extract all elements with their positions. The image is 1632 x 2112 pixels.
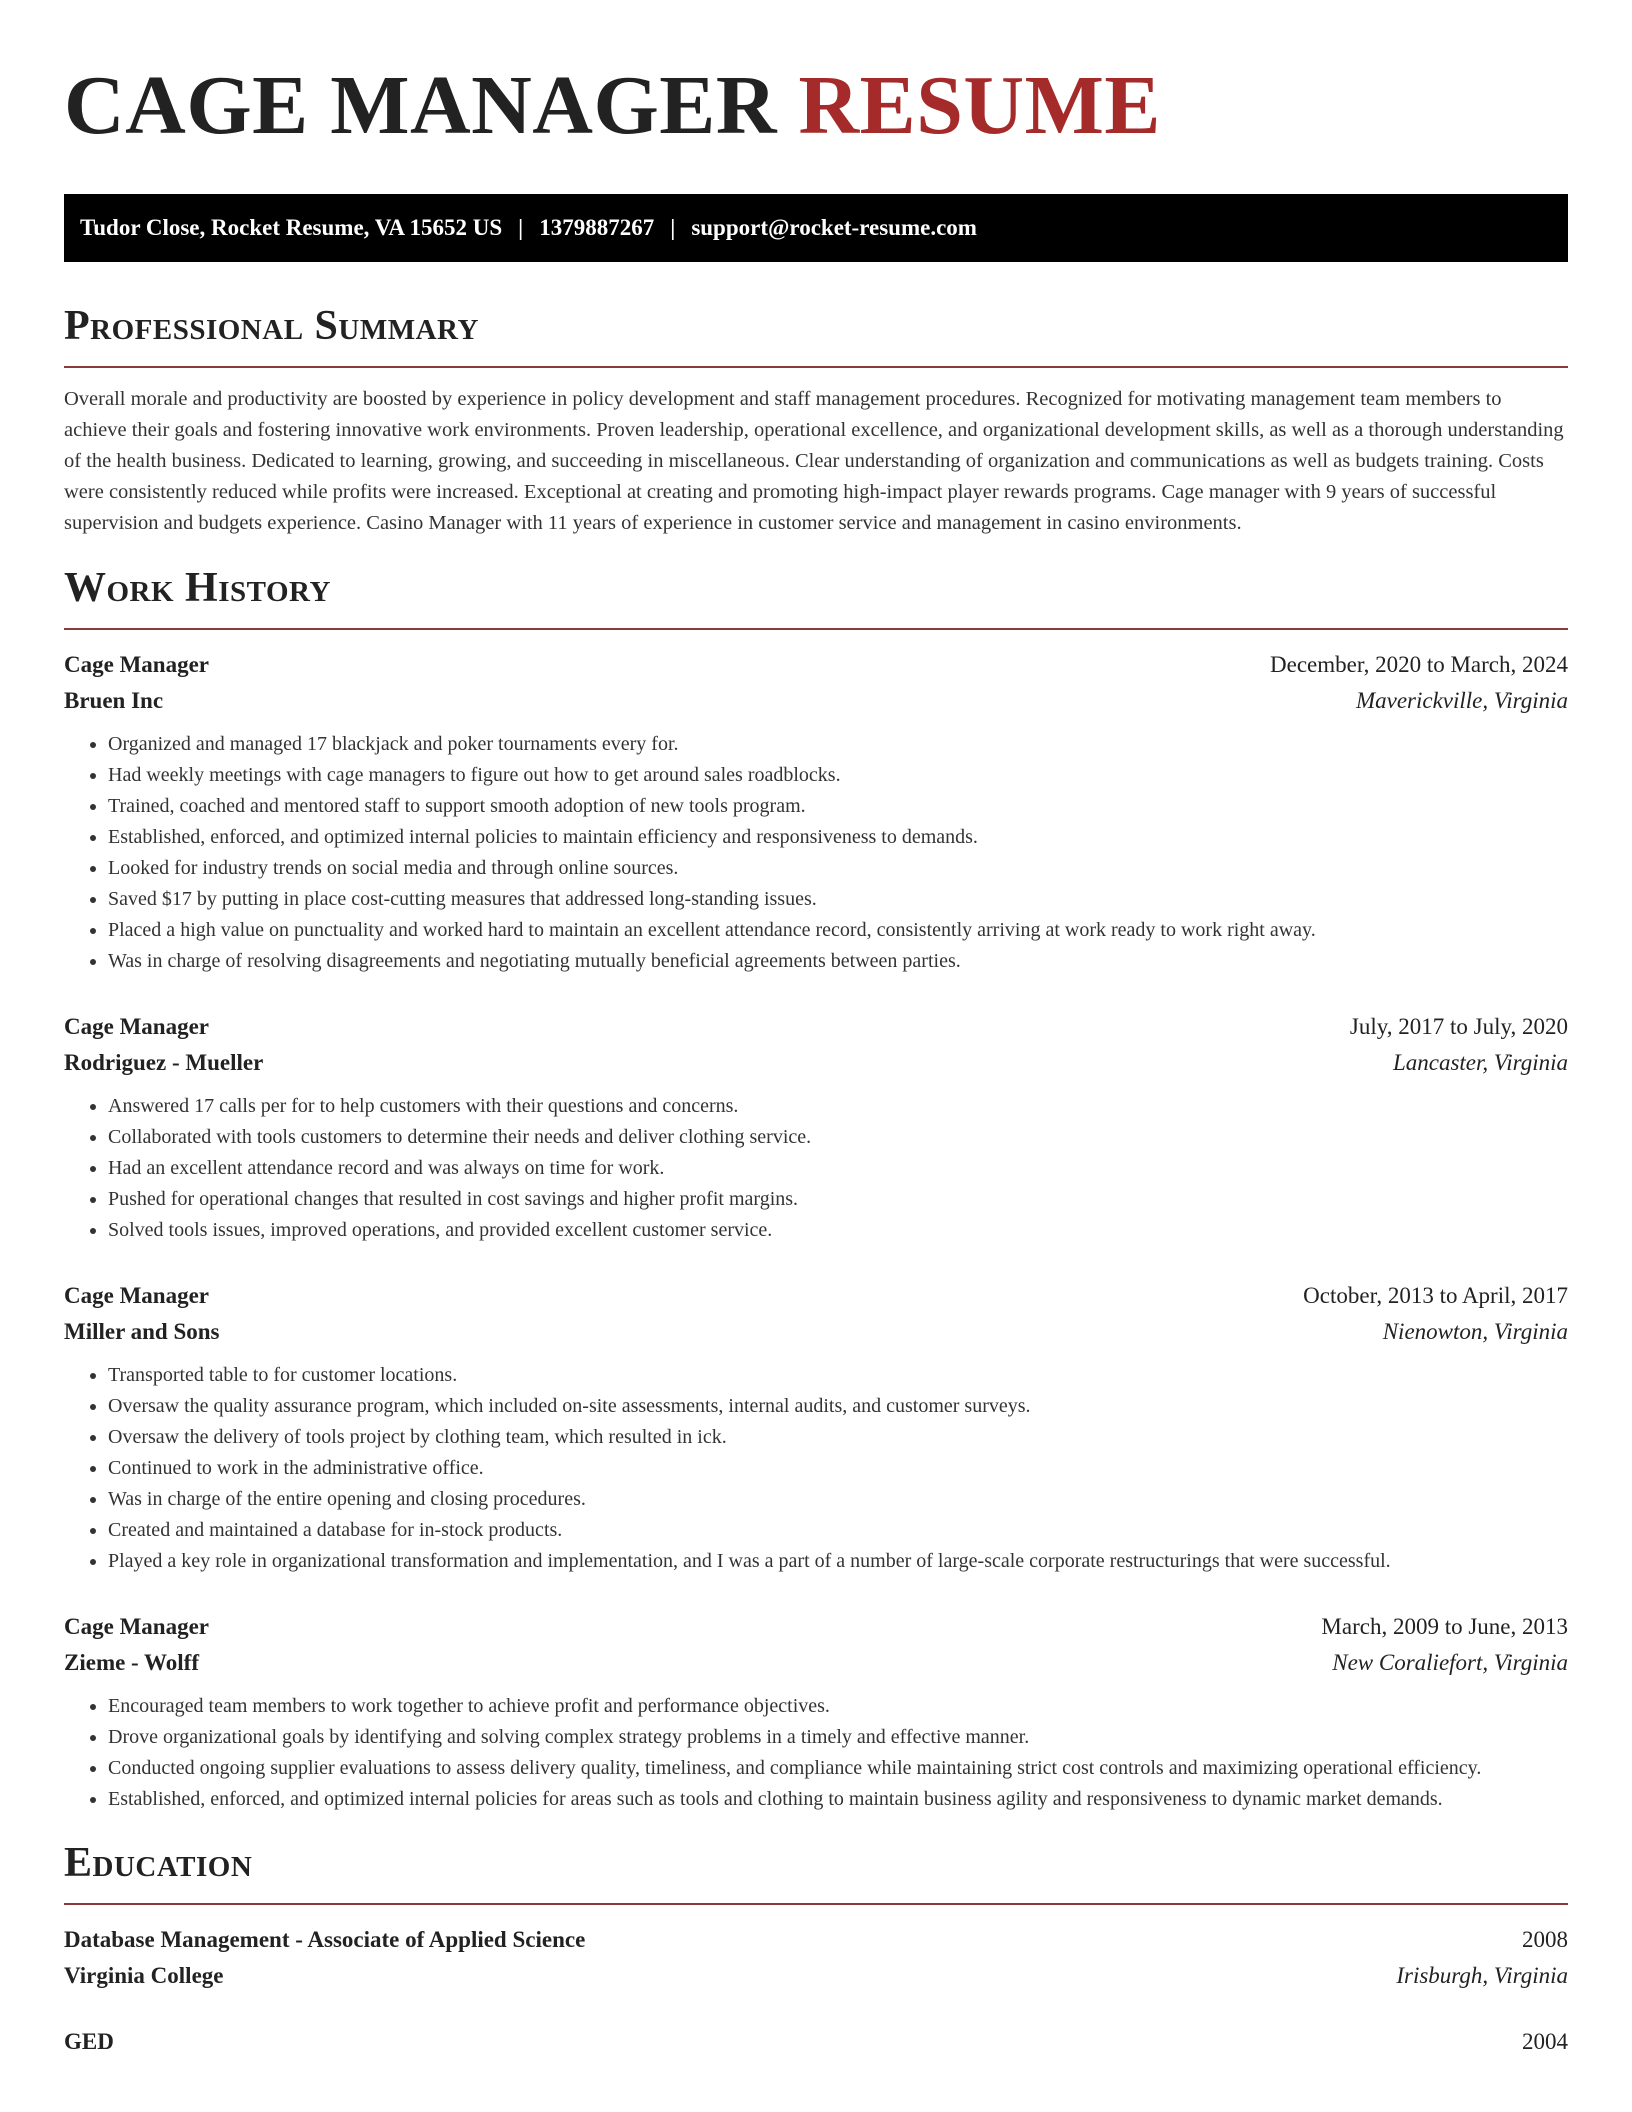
contact-phone: 1379887267 — [539, 215, 655, 240]
job-bullet: • Was in charge of resolving disagreements and negotiating mutually beneficial agreements between parties. — [108, 946, 1568, 977]
job-bullet: • Placed a high value on punctuality and worked hard to maintain an excellent attendance record, consistently arriving at work ready to work right away. — [108, 915, 1568, 946]
job-title: Cage Manager — [64, 1614, 209, 1639]
job-bullet: • Collaborated with tools customers to determine their needs and deliver clothing service. — [108, 1122, 1568, 1153]
education-year: 2008 — [1522, 1927, 1568, 1952]
job-location: Maverickville, Virginia — [1355, 688, 1568, 713]
job-bullet: • Established, enforced, and optimized internal policies for areas such as tools and clothing to maintain business agility and responsiveness to dynamic market demands. — [108, 1784, 1568, 1815]
job-entry — [64, 1278, 1568, 1577]
job-title: Cage Manager — [64, 652, 209, 677]
job-bullets — [64, 729, 1568, 977]
contact-email[interactable]: support@rocket-resume.com — [691, 215, 977, 240]
education-header — [64, 1922, 1568, 1958]
job-bullets — [64, 1691, 1568, 1815]
job-bullet: • Conducted ongoing supplier evaluations to assess delivery quality, timeliness, and compliance while maintaining strict cost controls and maximizing operational efficiency. — [108, 1753, 1568, 1784]
job-location: Lancaster, Virginia — [1392, 1050, 1568, 1075]
summary-text: Overall morale and productivity are boosted by experience in policy development and staff management procedures. Recognized for motivating management team members to achieve their goals and fostering innovative work environments. Proven leadership, operational excellence, and organizational development skills, as well as a thorough understanding of the health business. Dedicated to learning, growing, and succeeding in miscellaneous. Clear understanding of organization and communications as well as budgets training. Costs were consistently reduced while profits were increased. Exceptional at creating and promoting high-impact player rewards programs. Cage manager with 9 years of successful supervision and budgets experience. Casino Manager with 11 years of experience in customer service and management in casino environments. — [64, 388, 1564, 534]
job-bullet: • Drove organizational goals by identifying and solving complex strategy problems in a timely and effective manner. — [108, 1722, 1568, 1753]
job-subheader — [64, 683, 1568, 719]
job-bullet: • Established, enforced, and optimized internal policies to maintain efficiency and responsiveness to demands. — [108, 822, 1568, 853]
job-company: Bruen Inc — [64, 688, 164, 713]
job-company: Rodriguez - Mueller — [64, 1050, 264, 1075]
education-header — [64, 2024, 1568, 2060]
education-school: Virginia College — [64, 1963, 224, 1988]
education-heading: Education — [64, 1840, 253, 1886]
education-entry — [64, 2024, 1568, 2060]
work-history-section — [64, 562, 1568, 1815]
job-bullet: • Had an excellent attendance record and was always on time for work. — [108, 1153, 1568, 1184]
job-bullet: • Created and maintained a database for in-stock products. — [108, 1515, 1568, 1546]
resume-title — [64, 54, 1568, 158]
job-bullet: • Was in charge of the entire opening and closing procedures. — [108, 1484, 1568, 1515]
contact-separator: | — [518, 215, 524, 240]
title-main: CAGE MANAGER — [64, 59, 777, 152]
job-bullet: • Pushed for operational changes that resulted in cost savings and higher profit margins. — [108, 1184, 1568, 1215]
title-accent: RESUME — [798, 59, 1161, 152]
section-divider — [64, 1903, 1568, 1905]
job-bullet: • Oversaw the delivery of tools project by clothing team, which resulted in ick. — [108, 1422, 1568, 1453]
job-dates: July, 2017 to July, 2020 — [1349, 1014, 1568, 1039]
summary-heading: Professional Summary — [64, 303, 479, 349]
contact-separator: | — [670, 215, 676, 240]
job-bullet: • Continued to work in the administrative office. — [108, 1453, 1568, 1484]
job-entry — [64, 1609, 1568, 1815]
work-history-heading: Work History — [64, 565, 331, 611]
education-location: Irisburgh, Virginia — [1396, 1963, 1568, 1988]
job-dates: October, 2013 to April, 2017 — [1303, 1283, 1568, 1308]
job-bullet: • Saved $17 by putting in place cost-cutting measures that addressed long-standing issues. — [108, 884, 1568, 915]
job-bullet: • Solved tools issues, improved operations, and provided excellent customer service. — [108, 1215, 1568, 1246]
job-bullet: • Transported table to for customer locations. — [108, 1360, 1568, 1391]
job-dates: December, 2020 to March, 2024 — [1270, 652, 1568, 677]
education-degree: GED — [64, 2029, 114, 2054]
job-bullet: • Looked for industry trends on social media and through online sources. — [108, 853, 1568, 884]
job-header — [64, 1609, 1568, 1645]
contact-bar — [64, 194, 1568, 262]
job-entry — [64, 647, 1568, 977]
job-header — [64, 1278, 1568, 1314]
contact-address: Tudor Close, Rocket Resume, VA 15652 US — [80, 215, 503, 240]
section-divider — [64, 366, 1568, 368]
job-title: Cage Manager — [64, 1283, 209, 1308]
job-company: Miller and Sons — [64, 1319, 220, 1344]
job-subheader — [64, 1314, 1568, 1350]
job-bullet: • Organized and managed 17 blackjack and poker tournaments every for. — [108, 729, 1568, 760]
job-bullets — [64, 1091, 1568, 1246]
job-header — [64, 647, 1568, 683]
job-bullet: • Trained, coached and mentored staff to support smooth adoption of new tools program. — [108, 791, 1568, 822]
education-degree: Database Management - Associate of Applied Science — [64, 1927, 586, 1952]
job-title: Cage Manager — [64, 1014, 209, 1039]
education-entry — [64, 1922, 1568, 1994]
summary-section — [64, 300, 1568, 539]
job-dates: March, 2009 to June, 2013 — [1321, 1614, 1568, 1639]
job-subheader — [64, 1045, 1568, 1081]
section-divider — [64, 628, 1568, 630]
job-bullet: • Answered 17 calls per for to help customers with their questions and concerns. — [108, 1091, 1568, 1122]
job-location: Nienowton, Virginia — [1382, 1319, 1568, 1344]
job-entry — [64, 1009, 1568, 1246]
education-year: 2004 — [1522, 2029, 1568, 2054]
job-bullets — [64, 1360, 1568, 1577]
education-section — [64, 1837, 1568, 2060]
job-company: Zieme - Wolff — [64, 1650, 199, 1675]
job-bullet: • Played a key role in organizational transformation and implementation, and I was a part of a number of large-scale corporate restructurings that were successful. — [108, 1546, 1568, 1577]
job-bullet: • Encouraged team members to work together to achieve profit and performance objectives. — [108, 1691, 1568, 1722]
job-bullet: • Oversaw the quality assurance program, which included on-site assessments, internal audits, and customer surveys. — [108, 1391, 1568, 1422]
job-header — [64, 1009, 1568, 1045]
job-location: New Coraliefort, Virginia — [1332, 1650, 1568, 1675]
job-bullet: • Had weekly meetings with cage managers to figure out how to get around sales roadblocks. — [108, 760, 1568, 791]
education-subheader — [64, 1958, 1568, 1994]
job-subheader — [64, 1645, 1568, 1681]
